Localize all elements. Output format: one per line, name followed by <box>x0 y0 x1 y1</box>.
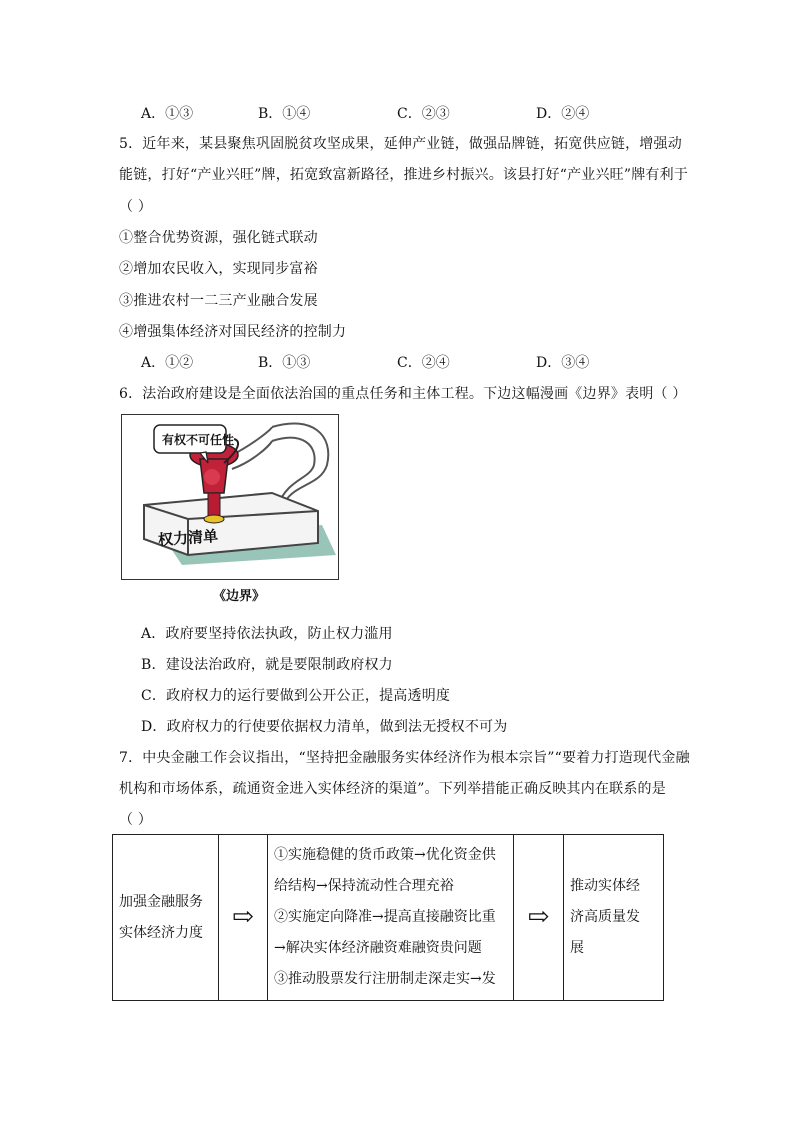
q5-option-d: D．③④ <box>536 355 590 371</box>
q6-option-b: B．建设法治政府，就是要限制政府权力 <box>141 657 393 673</box>
q5-option-c: C．②④ <box>397 355 450 371</box>
q6-option-a: A．政府要坚持依法执政，防止权力滥用 <box>141 626 393 642</box>
flow-right-line-3: 展 <box>570 940 584 956</box>
q5-item-3: ③推进农村一二三产业融合发展 <box>119 293 318 309</box>
flow-middle-line-1: ①实施稳健的货币政策→优化资金供 <box>274 847 496 863</box>
flow-right-cell <box>564 835 664 1001</box>
q4-option-c: C．②③ <box>397 106 450 122</box>
cartoon-speech-text: 有权不可任性 <box>162 433 235 447</box>
q7-flow-table <box>112 834 664 1001</box>
flow-right-line-1: 推动实体经 <box>570 878 640 894</box>
q4-option-d: D．②④ <box>536 106 590 122</box>
q4-option-b: B．①④ <box>258 106 311 122</box>
q6-option-d: D．政府权力的行使要依据权力清单，做到法无授权不可为 <box>141 719 508 735</box>
q5-item-4: ④增强集体经济对国民经济的控制力 <box>119 324 347 340</box>
q5-stem-line-2: 能链，打好“产业兴旺”牌，拓宽致富新路径，推进乡村振兴。该县打好“产业兴旺”牌有利于 <box>119 167 689 183</box>
flow-left-cell <box>113 835 219 1001</box>
q7-stem-line-3: （ ） <box>119 812 153 828</box>
cartoon-caption: 《边界》 <box>213 589 266 604</box>
q6-stem: 6．法治政府建设是全面依法治国的重点任务和主体工程。下边这幅漫画《边界》表明（ ） <box>119 386 687 402</box>
right-arrow-icon: ⇨ <box>219 835 268 1001</box>
q7-stem-line-1: 7．中央金融工作会议指出，“坚持把金融服务实体经济作为根本宗旨”“要着力打造现代金融 <box>119 750 690 766</box>
q5-option-b: B．①③ <box>258 355 311 371</box>
flow-right-line-2: 济高质量发 <box>570 909 640 925</box>
flow-left-line-2: 实体经济力度 <box>119 924 203 941</box>
cartoon-box-label: 权力清单 <box>157 526 219 550</box>
flow-middle-line-4: →解决实体经济融资难融资贵问题 <box>274 940 482 956</box>
q4-option-a: A．①③ <box>141 106 194 122</box>
cartoon-image <box>121 414 339 580</box>
flow-middle-line-3: ②实施定向降准→提高直接融资比重 <box>274 909 496 925</box>
flow-middle-cell <box>268 835 514 1001</box>
right-arrow-icon: ⇨ <box>514 835 564 1001</box>
q5-item-2: ②增加农民收入，实现同步富裕 <box>119 261 318 277</box>
q7-stem-line-2: 机构和市场体系，疏通资金进入实体经济的渠道”。下列举措能正确反映其内在联系的是 <box>119 781 666 797</box>
q6-option-c: C．政府权力的运行要做到公开公正，提高透明度 <box>141 688 451 704</box>
flow-left-line-1: 加强金融服务 <box>119 893 203 910</box>
q5-stem-line-3: （ ） <box>119 199 153 215</box>
q5-option-a: A．①② <box>141 355 194 371</box>
flow-middle-line-2: 给结构→保持流动性合理充裕 <box>274 878 454 894</box>
q5-item-1: ①整合优势资源，强化链式联动 <box>119 230 318 246</box>
flow-middle-line-5: ③推动股票发行注册制走深走实→发 <box>274 971 496 987</box>
q5-stem-line-1: 5．近年来，某县聚焦巩固脱贫攻坚成果，延伸产业链，做强品牌链，拓宽供应链，增强动 <box>119 136 682 152</box>
